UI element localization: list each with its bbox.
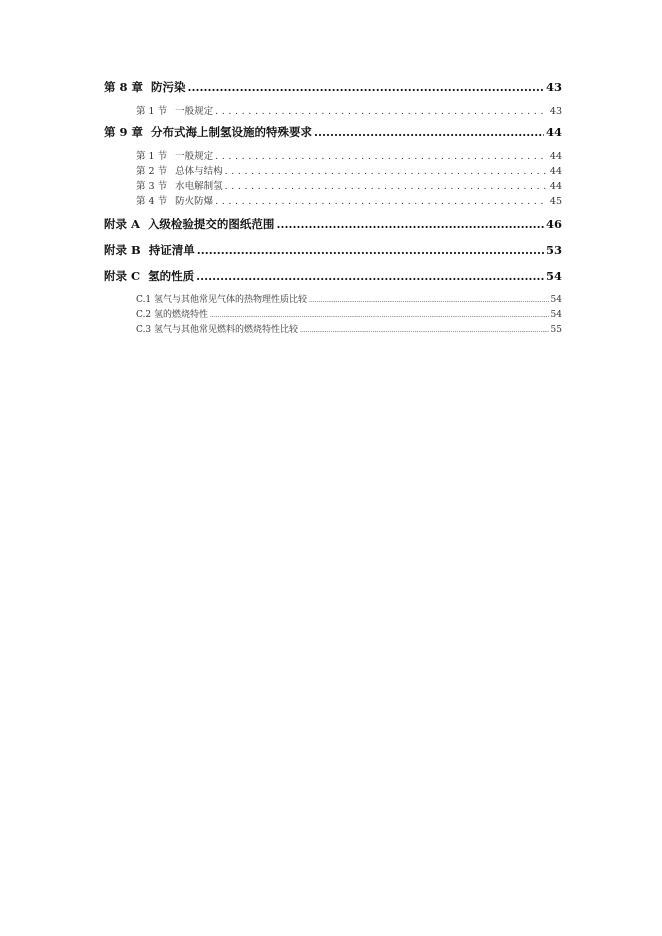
toc-entry-appendix-c[interactable]: [104, 268, 562, 286]
dot-leader: [309, 295, 549, 305]
page-number: 54: [550, 310, 562, 320]
chapter-title: 防污染: [151, 80, 186, 94]
toc-entry-appendix-b[interactable]: [104, 242, 562, 260]
chapter-label: 第 9 章: [104, 125, 144, 139]
toc-entry-section[interactable]: [104, 103, 562, 118]
dot-leader: [314, 125, 544, 139]
page-number: 43: [549, 106, 562, 117]
dot-leader: [215, 151, 548, 162]
section-label: 第 2 节: [136, 166, 168, 177]
appendix-label: 附录 C: [104, 269, 141, 283]
toc-entry-section[interactable]: [104, 178, 562, 193]
page-number: 45: [549, 196, 562, 207]
chapter-title: 分布式海上制氢设施的特殊要求: [151, 125, 313, 139]
dot-leader: [225, 181, 548, 192]
section-title: 总体与结构: [175, 166, 223, 177]
section-label: 第 4 节: [136, 196, 168, 207]
page-number: 44: [545, 125, 562, 139]
table-of-contents: [104, 79, 562, 337]
page-number: 54: [545, 269, 562, 283]
section-title: 水电解制氢: [175, 181, 223, 192]
chapter-label: 第 8 章: [104, 80, 144, 94]
dot-leader: [197, 243, 544, 257]
appendix-item-title: C.2 氢的燃烧特性: [136, 310, 209, 320]
toc-entry-appendix-item[interactable]: [104, 322, 562, 337]
appendix-item-title: C.1 氢气与其他常见气体的热物理性质比较: [136, 295, 308, 305]
section-label: 第 1 节: [136, 151, 168, 162]
appendix-label: 附录 B: [104, 243, 141, 257]
toc-entry-section[interactable]: [104, 163, 562, 178]
page-number: 46: [545, 217, 562, 231]
dot-leader: [215, 196, 548, 207]
section-title: 一般规定: [175, 106, 214, 117]
toc-entry-appendix-item[interactable]: [104, 307, 562, 322]
dot-leader: [215, 106, 548, 117]
toc-entry-chapter-9[interactable]: [104, 124, 562, 142]
dot-leader: [196, 269, 544, 283]
appendix-title: 持证清单: [148, 243, 195, 257]
toc-entry-appendix-a[interactable]: [104, 216, 562, 234]
dot-leader: [276, 217, 544, 231]
page-number: 44: [549, 181, 562, 192]
toc-entry-appendix-item[interactable]: [104, 292, 562, 307]
section-title: 一般规定: [175, 151, 214, 162]
appendix-title: 入级检验提交的图纸范围: [147, 217, 275, 231]
appendix-label: 附录 A: [104, 217, 140, 231]
dot-leader: [225, 166, 548, 177]
dot-leader: [210, 310, 549, 320]
section-label: 第 3 节: [136, 181, 168, 192]
page-number: 54: [550, 295, 562, 305]
toc-entry-chapter-8[interactable]: [104, 79, 562, 97]
section-title: 防火防爆: [175, 196, 214, 207]
page-number: 44: [549, 166, 562, 177]
page-number: 43: [545, 80, 562, 94]
page-number: 55: [550, 325, 562, 335]
appendix-item-title: C.3 氢气与其他常见燃料的燃烧特性比较: [136, 325, 299, 335]
dot-leader: [300, 325, 549, 335]
dot-leader: [188, 80, 544, 94]
appendix-title: 氢的性质: [148, 269, 195, 283]
toc-entry-section[interactable]: [104, 148, 562, 163]
toc-entry-section[interactable]: [104, 193, 562, 208]
page-number: 53: [545, 243, 562, 257]
section-label: 第 1 节: [136, 106, 168, 117]
page-number: 44: [549, 151, 562, 162]
